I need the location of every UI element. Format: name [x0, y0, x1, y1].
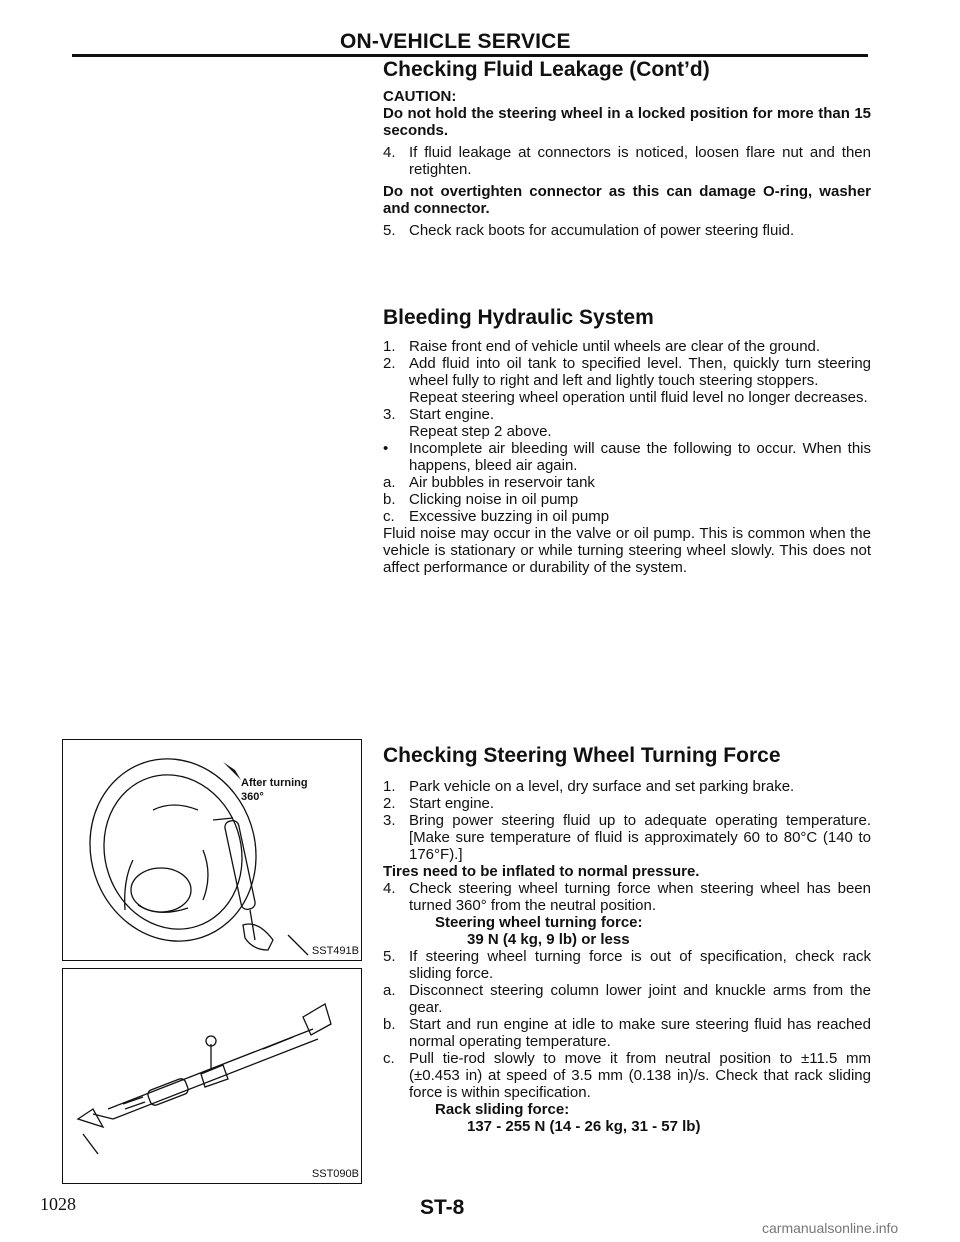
- figure-label-360: 360°: [241, 791, 264, 803]
- item-number: 1.: [383, 338, 396, 355]
- figure-steering-wheel: [62, 739, 362, 961]
- bleeding-title: Bleeding Hydraulic System: [383, 306, 654, 329]
- list-item: [383, 880, 871, 914]
- spec-label: Steering wheel turning force:: [435, 914, 643, 931]
- step-text: If fluid leakage at connectors is noticed, loosen flare nut and then retighten.: [409, 144, 871, 178]
- step-number: 5.: [383, 222, 396, 239]
- list-item: [383, 778, 871, 795]
- list-item: [383, 508, 871, 525]
- list-item: [383, 406, 871, 423]
- item-text: Raise front end of vehicle until wheels are clear of the ground.: [409, 338, 821, 355]
- item-text: Repeat steering wheel operation until fluid level no longer decreases.: [409, 389, 868, 406]
- item-text: Clicking noise in oil pump: [409, 491, 579, 508]
- list-item: [383, 474, 871, 491]
- bleeding-section: [383, 306, 871, 576]
- step-number: 4.: [383, 144, 396, 161]
- rack-force-value: 137 - 255 N (14 - 26 kg, 31 - 57 lb): [467, 1118, 701, 1135]
- steering-wheel-illustration: [63, 740, 361, 960]
- item-number: c.: [383, 508, 395, 525]
- item-number: 2.: [383, 795, 396, 812]
- turning-force-list-b: [383, 948, 871, 1101]
- item-number: c.: [383, 1050, 395, 1067]
- item-number: 2.: [383, 355, 396, 372]
- item-text: Excessive buzzing in oil pump: [409, 508, 610, 525]
- list-item: [383, 355, 871, 389]
- rack-illustration: [63, 969, 361, 1183]
- list-item: [383, 812, 871, 863]
- tires-note: Tires need to be inflated to normal pressure.: [383, 863, 700, 880]
- item-number: b.: [383, 491, 396, 508]
- figure-code: SST090B: [311, 1168, 359, 1180]
- item-number: a.: [383, 474, 396, 491]
- item-number: 5.: [383, 948, 396, 965]
- caution-label: CAUTION:: [383, 88, 457, 105]
- page-number: 1028: [40, 1194, 76, 1214]
- list-item: [383, 982, 871, 1016]
- figure-rack: [62, 968, 362, 1184]
- item-text: Park vehicle on a level, dry surface and set parking brake.: [409, 778, 795, 795]
- list-item: [383, 440, 871, 474]
- item-number: 3.: [383, 812, 396, 829]
- figure-code: SST491B: [311, 945, 359, 957]
- item-text: Repeat step 2 above.: [409, 423, 552, 440]
- bullet-icon: •: [383, 440, 389, 457]
- overtighten-warning: Do not overtighten connector as this can damage O-ring, washer and connector.: [383, 183, 871, 217]
- item-text: Start and run engine at idle to make sure steering fluid has reached normal operating temperature.: [409, 1016, 871, 1050]
- item-number: a.: [383, 982, 396, 999]
- turning-force-list-a: [383, 778, 871, 863]
- list-item: [383, 948, 871, 982]
- bleeding-note: Fluid noise may occur in the valve or oil pump. This is common when the vehicle is stationary or while turning steering wheel slowly. This does not affect performance or durability of the system.: [383, 525, 871, 576]
- step-4: [383, 144, 871, 178]
- arrow-icon: [223, 762, 241, 780]
- page-code: ST-8: [420, 1196, 465, 1219]
- list-item: [383, 389, 871, 406]
- caution-text: Do not hold the steering wheel in a locked position for more than 15 seconds.: [383, 105, 871, 139]
- item-text: Pull tie-rod slowly to move it from neutral position to ±11.5 mm (±0.453 in) at speed of 3.5 mm (0.138 in)/s. Check that rack sliding force is within specification.: [409, 1050, 871, 1101]
- watermark: carmanualsonline.info: [762, 1220, 899, 1236]
- step-text: Check rack boots for accumulation of power steering fluid.: [409, 222, 795, 239]
- item-text: If steering wheel turning force is out of specification, check rack sliding force.: [409, 948, 871, 982]
- list-item: [383, 491, 871, 508]
- spec-value: 39 N (4 kg, 9 lb) or less: [467, 931, 630, 948]
- item-number: 4.: [383, 880, 396, 897]
- section-header: ON-VEHICLE SERVICE: [340, 30, 571, 53]
- item-text: Add fluid into oil tank to specified level. Then, quickly turn steering wheel fully to right and left and lightly touch steering stoppers.: [409, 355, 871, 389]
- list-item: [383, 423, 871, 440]
- fluid-leakage-title: Checking Fluid Leakage (Cont’d): [383, 58, 710, 81]
- item-text: Air bubbles in reservoir tank: [409, 474, 595, 491]
- turning-force-title: Checking Steering Wheel Turning Force: [383, 744, 781, 767]
- list-item: [383, 1050, 871, 1101]
- list-item: [383, 795, 871, 812]
- rack-force-label: Rack sliding force:: [435, 1101, 570, 1118]
- turning-force-section: [383, 744, 871, 1135]
- item-number: b.: [383, 1016, 396, 1033]
- item-text: Check steering wheel turning force when steering wheel has been turned 360° from the neutral position.: [409, 880, 871, 914]
- item-text: Start engine.: [409, 406, 495, 423]
- item-text: Start engine.: [409, 795, 495, 812]
- list-item: [383, 1016, 871, 1050]
- item-text: Disconnect steering column lower joint and knuckle arms from the gear.: [409, 982, 871, 1016]
- item-number: [383, 389, 409, 406]
- item-number: 3.: [383, 406, 396, 423]
- step-5: [383, 222, 871, 239]
- item-text: Incomplete air bleeding will cause the following to occur. When this happens, bleed air again.: [409, 440, 871, 474]
- bleeding-list: [383, 338, 871, 525]
- list-item: [383, 338, 871, 355]
- item-number: [383, 423, 409, 440]
- figure-label-after-turning: After turning: [241, 777, 308, 789]
- header-rule: [72, 54, 868, 57]
- fluid-leakage-section: [383, 58, 871, 239]
- item-number: 1.: [383, 778, 396, 795]
- item-text: Bring power steering fluid up to adequate operating temperature. [Make sure temperature of fluid is approximately 60 to 80°C (140 to 176°F).]: [409, 812, 871, 863]
